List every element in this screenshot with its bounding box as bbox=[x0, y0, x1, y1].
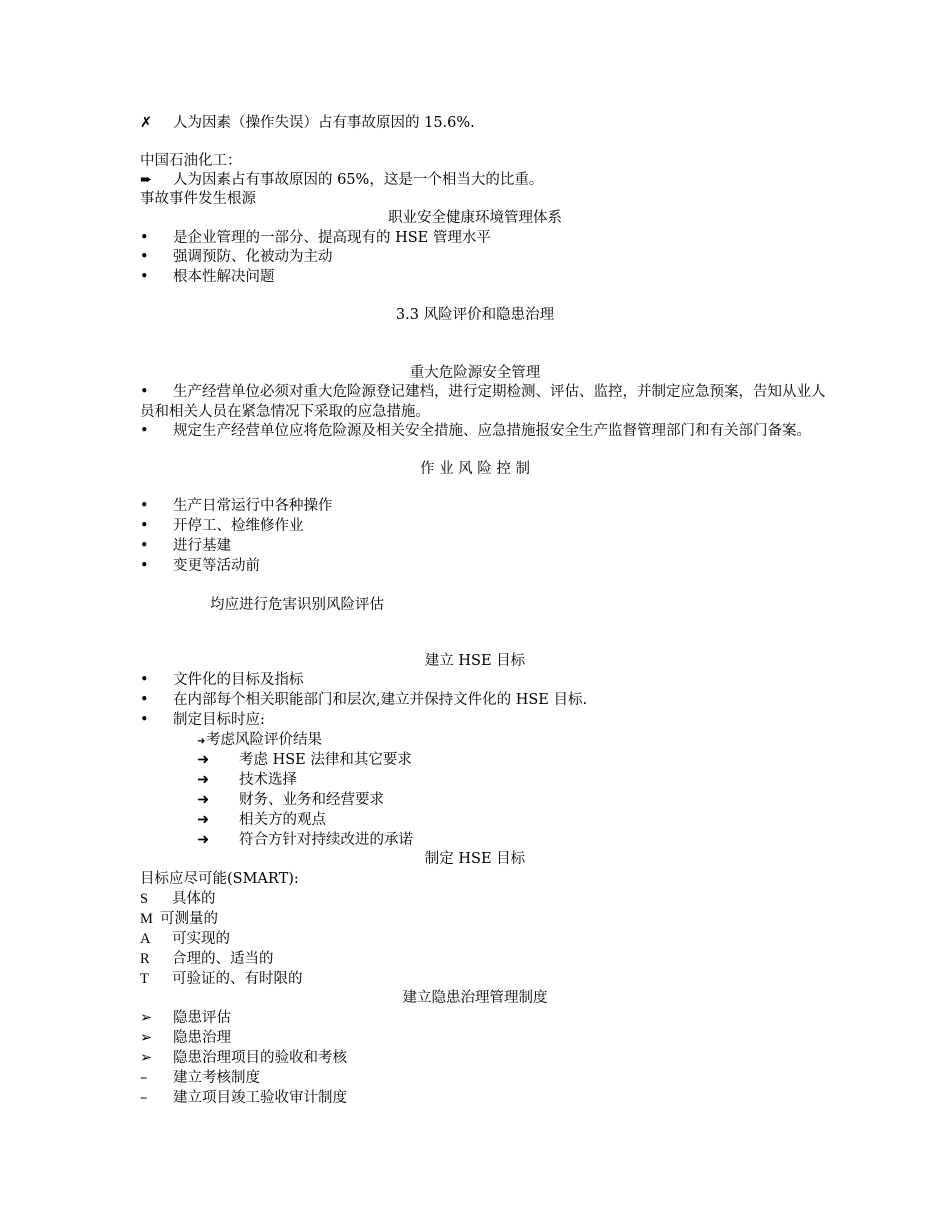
smart-intro: 目标应尽可能(SMART): bbox=[140, 871, 299, 887]
arrow-icon: ➨ bbox=[140, 172, 153, 188]
cross-icon: ✗ bbox=[140, 115, 153, 131]
set-goal-title: 制定 HSE 目标 bbox=[424, 851, 526, 867]
list-item: • 制定目标时应: bbox=[140, 712, 265, 728]
chevron-arrow-icon: ➢ bbox=[140, 1030, 153, 1046]
major-hazard-title: 重大危险源安全管理 bbox=[409, 365, 541, 381]
bullet-icon: • bbox=[140, 269, 149, 285]
risk-conclusion: 均应进行危害识别风险评估 bbox=[210, 597, 384, 613]
list-item: • 变更等活动前 bbox=[140, 558, 260, 574]
bullet-icon: • bbox=[140, 558, 149, 574]
list-item: • 规定生产经营单位应将危险源及相关安全措施、应急措施报安全生产监督管理部门和有关部门备案。 bbox=[140, 423, 811, 439]
list-item: • 强调预防、化被动为主动 bbox=[140, 249, 333, 265]
arrow-icon: ➜ bbox=[197, 832, 210, 848]
list-item: – 建立考核制度 bbox=[140, 1070, 260, 1086]
bullet-icon: • bbox=[140, 423, 149, 439]
smart-item: M 可测量的 bbox=[140, 911, 218, 927]
sub-list-item: ➜ 财务、业务和经营要求 bbox=[197, 792, 384, 808]
arrow-icon: ➜ bbox=[197, 792, 210, 808]
hse-goal-title: 建立 HSE 目标 bbox=[424, 653, 526, 669]
list-item: • 文件化的目标及指标 bbox=[140, 672, 304, 688]
list-item: ➢ 隐患治理 bbox=[140, 1030, 231, 1046]
smart-item: A 可实现的 bbox=[140, 931, 230, 947]
list-item: • 开停工、检维修作业 bbox=[140, 518, 304, 534]
chevron-arrow-icon: ➢ bbox=[140, 1010, 153, 1026]
sub-list-item: ➜ 考虑 HSE 法律和其它要求 bbox=[197, 752, 412, 768]
bullet-icon: • bbox=[140, 518, 149, 534]
bullet-icon: • bbox=[140, 498, 149, 514]
company-label: 中国石油化工： bbox=[140, 153, 242, 169]
sub-list-item: ➜ 技术选择 bbox=[197, 772, 297, 788]
section-heading: 3.3 风险评价和隐患治理 bbox=[395, 307, 555, 323]
list-item: • 根本性解决问题 bbox=[140, 269, 275, 285]
list-item: ➢ 隐患评估 bbox=[140, 1010, 231, 1026]
dash-icon: – bbox=[140, 1070, 148, 1086]
bullet-icon: • bbox=[140, 672, 149, 688]
work-risk-title: 作 业 风 险 控 制 bbox=[419, 461, 531, 477]
list-item: • 生产日常运行中各种操作 bbox=[140, 498, 333, 514]
smart-item: T 可验证的、有时限的 bbox=[140, 971, 303, 987]
sub-list-item: ➜ 相关方的观点 bbox=[197, 812, 326, 828]
bullet-icon: • bbox=[140, 249, 149, 265]
smart-item: R 合理的、适当的 bbox=[140, 951, 274, 967]
chevron-arrow-icon: ➢ bbox=[140, 1050, 153, 1066]
list-item: • 在内部每个相关职能部门和层次,建立并保持文件化的 HSE 目标. bbox=[140, 692, 588, 708]
arrow-bullet-line: ➨ 人为因素占有事故原因的 65%，这是一个相当大的比重。 bbox=[140, 172, 544, 188]
sub-list-item: ➜ 符合方针对持续改进的承诺 bbox=[197, 832, 413, 848]
hazard-mgmt-title: 建立隐患治理管理制度 bbox=[402, 990, 548, 1006]
root-cause-label: 事故事件发生根源 bbox=[140, 191, 256, 207]
list-item: • 是企业管理的一部分、提高现有的 HSE 管理水平 bbox=[140, 230, 491, 246]
cross-bullet-line: ✗ 人为因素（操作失误）占有事故原因的 15.6%. bbox=[140, 115, 475, 131]
bullet-icon: • bbox=[140, 230, 149, 246]
bullet-icon: • bbox=[140, 692, 149, 708]
list-item: – 建立项目竣工验收审计制度 bbox=[140, 1090, 347, 1106]
list-item: • 生产经营单位必须对重大危险源登记建档，进行定期检测、评估、监控，并制定应急预案，告知从业人员和相关人员在紧急情况下采取的应急措施。 bbox=[140, 384, 826, 420]
hse-system-title: 职业安全健康环境管理体系 bbox=[388, 210, 562, 226]
sub-list-item: ➜考虑风险评价结果 bbox=[197, 730, 322, 752]
dash-icon: – bbox=[140, 1090, 148, 1106]
list-item: ➢ 隐患治理项目的验收和考核 bbox=[140, 1050, 347, 1066]
bullet-icon: • bbox=[140, 384, 149, 400]
list-item: • 进行基建 bbox=[140, 538, 231, 554]
arrow-icon: ➜ bbox=[197, 736, 206, 747]
arrow-icon: ➜ bbox=[197, 772, 210, 788]
arrow-icon: ➜ bbox=[197, 752, 210, 768]
bullet-icon: • bbox=[140, 712, 149, 728]
smart-item: S 具体的 bbox=[140, 891, 216, 907]
bullet-icon: • bbox=[140, 538, 149, 554]
arrow-icon: ➜ bbox=[197, 812, 210, 828]
